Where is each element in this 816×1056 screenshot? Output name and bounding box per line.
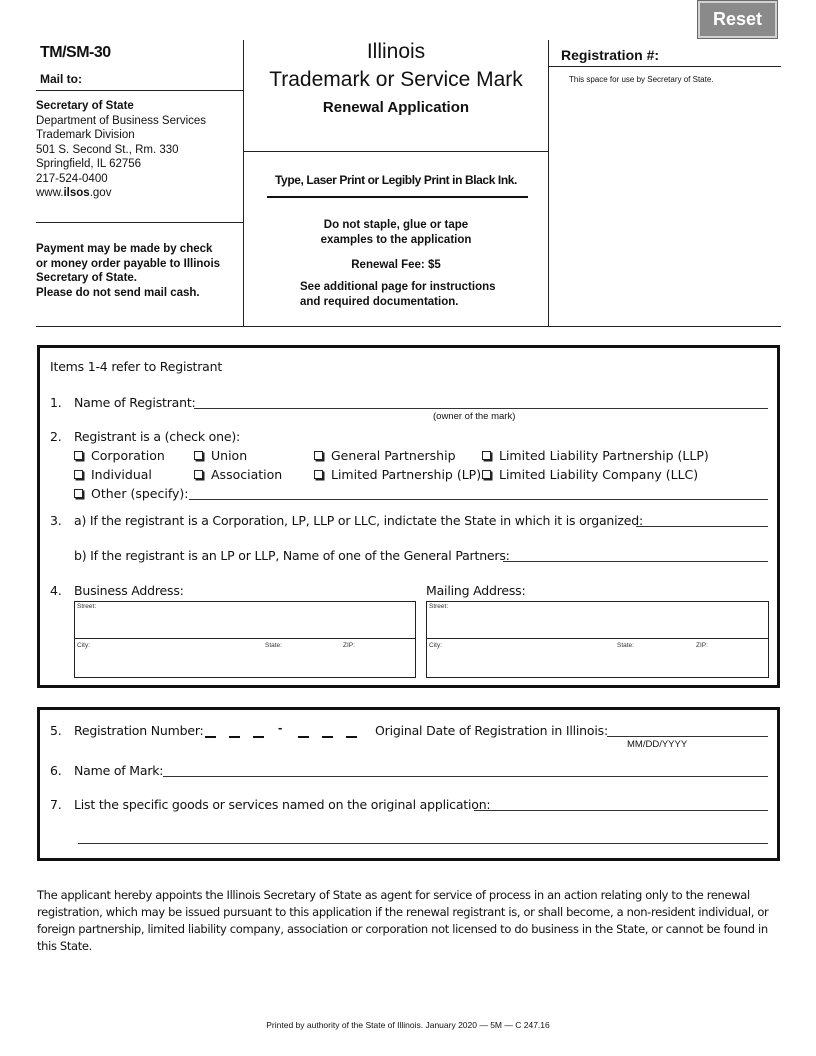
address-line: Springfield, IL 62756 xyxy=(36,158,142,170)
business-zip-input[interactable] xyxy=(340,650,414,676)
item-number: 4. xyxy=(50,583,62,598)
goods-services-field-2[interactable] xyxy=(78,830,768,844)
checkbox-icon[interactable] xyxy=(194,470,203,479)
address-line: 217-524-0400 xyxy=(36,172,108,185)
mark-name-label: Name of Mark: xyxy=(74,763,164,778)
city-label: City: xyxy=(77,642,90,649)
registrant-name-label: Name of Registrant: xyxy=(74,395,196,410)
item-number: 7. xyxy=(50,797,62,812)
option-individual[interactable]: Individual xyxy=(74,467,152,482)
registration-number-field-label: Registration Number: xyxy=(74,723,204,738)
option-association[interactable]: Association xyxy=(194,467,282,482)
address-line: Secretary of State xyxy=(36,100,134,112)
street-label: Street: xyxy=(77,603,97,610)
checkbox-icon[interactable] xyxy=(194,451,203,460)
checkbox-icon[interactable] xyxy=(482,451,491,460)
checkbox-icon[interactable] xyxy=(74,451,83,460)
general-partner-label: b) If the registrant is an LP or LLP, Name of one of the General Partners: xyxy=(74,548,510,563)
option-union[interactable]: Union xyxy=(194,448,247,463)
original-date-label: Original Date of Registration in Illinois: xyxy=(375,723,608,738)
address-line: Department of Business Services xyxy=(36,114,207,127)
instructions-note: See additional page for instructions and required documentation. xyxy=(300,281,496,308)
renewal-fee: Renewal Fee: $5 xyxy=(351,259,441,271)
page-subtitle: Renewal Application xyxy=(322,99,470,116)
option-llc[interactable]: Limited Liability Company (LLC) xyxy=(482,467,698,482)
checkbox-icon[interactable] xyxy=(74,489,83,498)
item-number: 6. xyxy=(50,763,62,778)
business-address-label: Business Address: xyxy=(74,583,184,598)
mailing-state-input[interactable] xyxy=(614,650,690,676)
owner-note: (owner of the mark) xyxy=(433,411,516,422)
address-line: Trademark Division xyxy=(36,129,135,141)
goods-services-label: List the specific goods or services named on the original application: xyxy=(74,797,491,812)
date-format-hint: MM/DD/YYYY xyxy=(627,739,688,750)
item-number: 1. xyxy=(50,395,62,410)
state-organized-field[interactable] xyxy=(636,513,768,527)
mailing-address-block xyxy=(36,99,206,201)
mailing-address-label: Mailing Address: xyxy=(426,583,526,598)
item-number: 3. xyxy=(50,513,62,528)
ink-instruction: Type, Laser Print or Legibly Print in Black Ink. xyxy=(275,173,517,187)
business-state-input[interactable] xyxy=(262,650,338,676)
mailing-street-input[interactable] xyxy=(428,611,767,636)
registrant-type-label: Registrant is a (check one): xyxy=(74,429,241,444)
office-use-note: This space for use by Secretary of State. xyxy=(569,75,714,84)
option-llp[interactable]: Limited Liability Partnership (LLP) xyxy=(482,448,709,463)
checkbox-icon[interactable] xyxy=(74,470,83,479)
state-label: State: xyxy=(617,642,634,649)
general-partner-field[interactable] xyxy=(503,548,768,562)
zip-label: ZIP: xyxy=(343,642,355,649)
state-label: State: xyxy=(265,642,282,649)
street-label: Street: xyxy=(429,603,449,610)
item-number: 5. xyxy=(50,723,62,738)
goods-services-field[interactable] xyxy=(474,797,768,811)
website: www.ilsos.gov xyxy=(36,187,112,199)
payment-note: Payment may be made by check or money order payable to Illinois Secretary of State. Please do not send mail cash. xyxy=(36,243,221,299)
form-id: TM/SM-30 xyxy=(40,44,111,61)
reset-button[interactable]: Reset xyxy=(698,1,777,38)
option-corporation[interactable]: Corporation xyxy=(74,448,165,463)
checkbox-icon[interactable] xyxy=(314,470,323,479)
staple-note: Do not staple, glue or tape examples to the application xyxy=(320,219,472,246)
section-heading: Items 1-4 refer to Registrant xyxy=(50,359,223,374)
original-date-field[interactable] xyxy=(607,723,768,737)
registration-number-input[interactable] xyxy=(203,720,363,740)
option-lp[interactable]: Limited Partnership (LP) xyxy=(314,467,481,482)
mailing-city-input[interactable] xyxy=(428,650,610,676)
mail-to-label: Mail to: xyxy=(40,72,82,86)
zip-label: ZIP: xyxy=(696,642,708,649)
checkbox-icon[interactable] xyxy=(482,470,491,479)
option-other[interactable]: Other (specify): xyxy=(74,486,189,501)
checkbox-icon[interactable] xyxy=(314,451,323,460)
state-organized-label: a) If the registrant is a Corporation, LP, LLP or LLC, indictate the State in which it is organized: xyxy=(74,513,644,528)
business-city-input[interactable] xyxy=(76,650,256,676)
item-number: 2. xyxy=(50,429,62,444)
registrant-name-field[interactable] xyxy=(194,395,768,409)
print-authority-footer: Printed by authority of the State of Illinois. January 2020 — 5M — C 247.16 xyxy=(266,1020,550,1030)
other-specify-field[interactable] xyxy=(189,486,768,500)
business-street-input[interactable] xyxy=(76,611,414,636)
address-line: 501 S. Second St., Rm. 330 xyxy=(36,143,179,156)
city-label: City: xyxy=(429,642,442,649)
title-state: Illinois xyxy=(366,40,426,63)
page-title: Trademark or Service Mark xyxy=(269,68,523,91)
mark-name-field[interactable] xyxy=(163,763,768,777)
mailing-zip-input[interactable] xyxy=(693,650,767,676)
option-general-partnership[interactable]: General Partnership xyxy=(314,448,456,463)
registration-number-label: Registration #: xyxy=(561,47,660,63)
registration-number-hyphen: - xyxy=(278,720,283,735)
appointment-statement: The applicant hereby appoints the Illinois Secretary of State as agent for service of process in an action relating only to the renewal registration, which may be issued pursuant to this application if the renewal registrant is, or shall become, a non-resident individual, or foreign partnership, limited liability company, association or corporation not licensed to do business in the State, or cannot be found in this State. xyxy=(37,888,769,953)
